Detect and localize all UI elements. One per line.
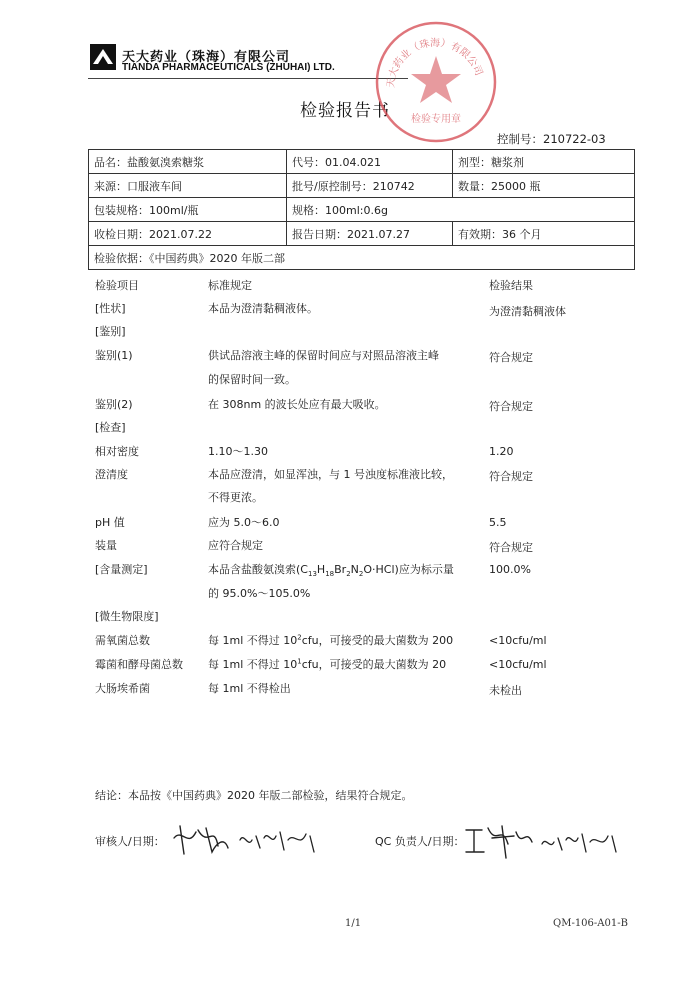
result-appearance: 为澄清黏稠液体: [489, 305, 566, 318]
standard-clarity-line1: 本品应澄清，如显浑浊，与 1 号浊度标准液比较，: [208, 468, 453, 481]
info-row: [89, 222, 635, 246]
product-code: 代号：01.04.021: [287, 150, 453, 174]
result-clarity: 符合规定: [489, 470, 533, 483]
item-appearance: [性状]: [95, 302, 126, 315]
aerobic-text-b: cfu，可接受的最大菌数为 200: [301, 634, 454, 647]
aerobic-text-a: 每 1ml 不得过 10: [208, 634, 298, 647]
document-title: 检验报告书: [300, 101, 390, 121]
section-microbial-limit: [微生物限度]: [95, 610, 159, 623]
standard-assay-line1: [208, 561, 454, 578]
standard-identification-1-line2: 的保留时间一致。: [208, 373, 296, 386]
section-identification: [鉴别]: [95, 325, 126, 338]
svg-text:检验专用章: 检验专用章: [411, 114, 461, 125]
info-row: [89, 150, 635, 174]
section-inspection: [检查]: [95, 421, 126, 434]
mold-text-a: 每 1ml 不得过 10: [208, 658, 298, 671]
control-number: 控制号：210722-03: [497, 132, 606, 146]
specification: 规格：100ml:0.6g: [287, 198, 635, 222]
standard-clarity-line2: 不得更浓。: [208, 491, 263, 504]
company-seal-stamp: [372, 18, 500, 146]
result-assay: 100.0%: [489, 563, 531, 576]
svg-text:天大药业（珠海）有限公司: 天大药业（珠海）有限公司: [385, 37, 485, 89]
item-e-coli: 大肠埃希菌: [95, 682, 150, 695]
reviewer-label: 审核人/日期：: [95, 835, 165, 848]
company-logo-icon: [90, 44, 116, 70]
qc-manager-label: QC 负责人/日期：: [375, 835, 465, 848]
info-row: [89, 246, 635, 270]
assay-sub-2b: 2: [358, 570, 364, 579]
page-number: 1/1: [345, 918, 362, 929]
item-ph: pH 值: [95, 516, 125, 529]
standard-fill-volume: 应符合规定: [208, 539, 263, 552]
report-date: 报告日期：2021.07.27: [287, 222, 453, 246]
column-header-item: 检验项目: [95, 279, 139, 292]
item-fill-volume: 装量: [95, 539, 117, 552]
item-mold-yeast-count: 霉菌和酵母菌总数: [95, 658, 183, 671]
quantity: 数量：25000 瓶: [453, 174, 635, 198]
document-code: QM-106-A01-B: [553, 918, 628, 929]
company-name-en: TIANDA PHARMACEUTICALS (ZHUHAI) LTD.: [122, 62, 335, 73]
assay-br: Br: [334, 563, 347, 576]
qc-manager-signature: [462, 818, 622, 864]
received-date: 收检日期：2021.07.22: [89, 222, 287, 246]
item-relative-density: 相对密度: [95, 445, 139, 458]
standard-mold-yeast-count: [208, 656, 446, 672]
standard-assay-line2: 的 95.0%～105.0%: [208, 587, 311, 600]
standard-appearance: 本品为澄清黏稠液体。: [208, 302, 318, 315]
result-relative-density: 1.20: [489, 445, 514, 458]
assay-n: N: [350, 563, 359, 576]
result-fill-volume: 符合规定: [489, 541, 533, 554]
dosage-form: 剂型：糖浆剂: [453, 150, 635, 174]
assay-sub-13: 13: [307, 570, 317, 579]
result-e-coli: 未检出: [489, 684, 522, 697]
item-clarity: 澄清度: [95, 468, 128, 481]
mold-text-b: cfu，可接受的最大菌数为 20: [301, 658, 447, 671]
column-header-standard: 标准规定: [208, 279, 252, 292]
standard-aerobic-count: [208, 632, 453, 648]
column-header-result: 检验结果: [489, 279, 533, 292]
product-name: 品名：盐酸氨溴索糖浆: [89, 150, 287, 174]
standard-relative-density: 1.10～1.30: [208, 445, 268, 458]
standard-identification-1-line1: 供试品溶液主峰的保留时间应与对照品溶液主峰: [208, 349, 439, 362]
info-row: [89, 198, 635, 222]
assay-sub-18: 18: [325, 570, 335, 579]
result-identification-1: 符合规定: [489, 351, 533, 364]
test-basis: 检验依据：《中国药典》2020 年版二部: [89, 246, 635, 270]
mold-exp: 1: [297, 657, 302, 666]
reviewer-signature: [168, 818, 323, 864]
result-ph: 5.5: [489, 516, 507, 529]
assay-text-a: 本品含盐酸氨溴索(C: [208, 563, 308, 576]
company-name-cn: 天大药业（珠海）有限公司: [122, 50, 291, 65]
standard-e-coli: 每 1ml 不得检出: [208, 682, 291, 695]
expiry: 有效期：36 个月: [453, 222, 635, 246]
item-assay: [含量测定]: [95, 563, 148, 576]
result-identification-2: 符合规定: [489, 400, 533, 413]
item-aerobic-count: 需氧菌总数: [95, 634, 150, 647]
conclusion-text: 结论：本品按《中国药典》2020 年版二部检验，结果符合规定。: [95, 789, 413, 802]
standard-identification-2: 在 308nm 的波长处应有最大吸收。: [208, 398, 386, 411]
item-identification-1: 鉴别(1): [95, 349, 133, 362]
source: 来源：口服液车间: [89, 174, 287, 198]
batch-number: 批号/原控制号：210742: [287, 174, 453, 198]
info-row: [89, 174, 635, 198]
standard-ph: 应为 5.0～6.0: [208, 516, 280, 529]
assay-text-b: O·HCl)应为标示量: [363, 563, 454, 576]
result-aerobic-count: <10cfu/ml: [489, 634, 547, 647]
header-divider: [88, 78, 408, 79]
aerobic-exp: 2: [297, 633, 302, 642]
package-spec: 包装规格：100ml/瓶: [89, 198, 287, 222]
assay-sub-2a: 2: [346, 570, 351, 579]
result-mold-yeast-count: <10cfu/ml: [489, 658, 547, 671]
item-identification-2: 鉴别(2): [95, 398, 133, 411]
assay-h: H: [316, 563, 326, 576]
product-info-table: [88, 149, 635, 270]
